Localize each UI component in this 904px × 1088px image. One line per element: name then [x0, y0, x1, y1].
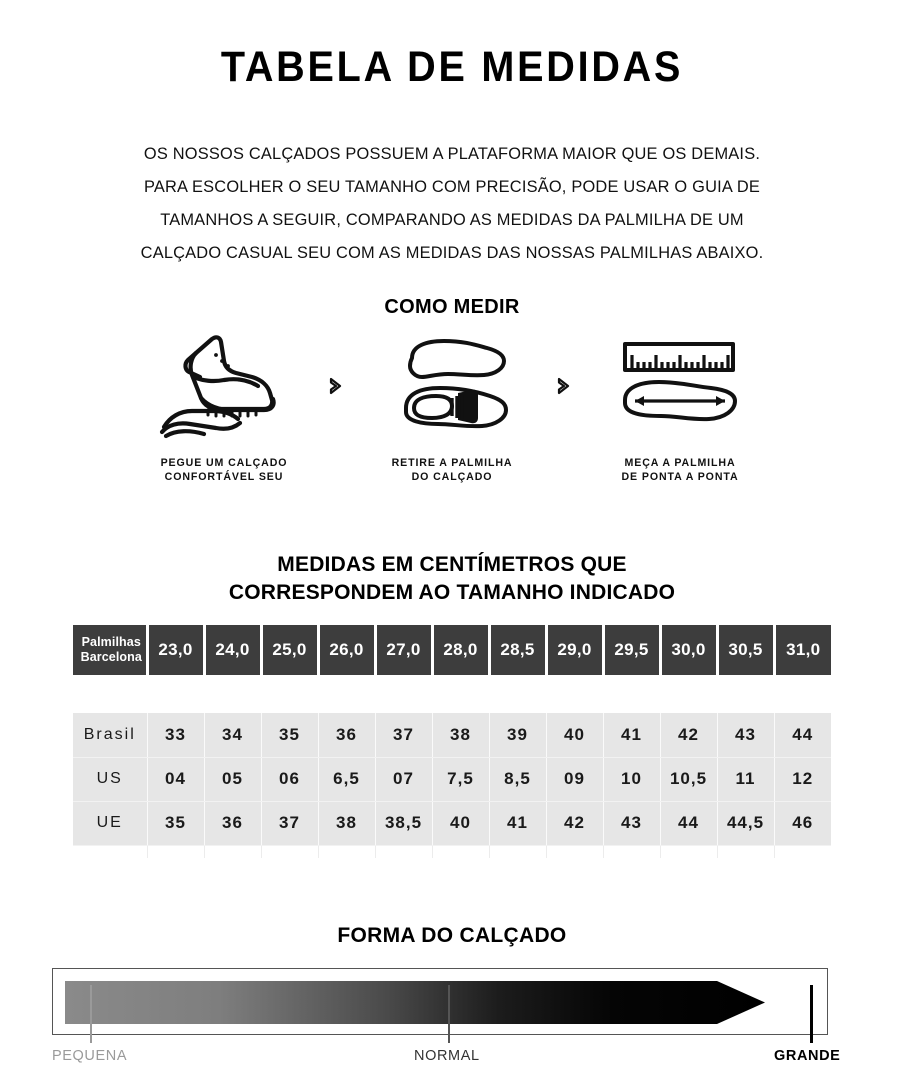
table-cell: 44,5: [717, 801, 774, 845]
measurements-heading-line-1: MEDIDAS EM CENTÍMETROS QUE: [277, 553, 627, 576]
table-tail-cell: [546, 845, 603, 858]
table-cell: 7,5: [432, 757, 489, 801]
header-cell: 26,0: [318, 625, 375, 675]
header-cell: 28,0: [432, 625, 489, 675]
table-tail-cell: [261, 845, 318, 858]
table-cell: 42: [546, 801, 603, 845]
table-header-row: [73, 625, 831, 675]
header-cell: 23,0: [147, 625, 204, 675]
shape-scale-labels: [0, 1048, 904, 1072]
header-cell: 30,0: [660, 625, 717, 675]
header-cell-label: [73, 625, 147, 675]
how-to-measure-steps: [140, 330, 764, 484]
table-cell: 43: [603, 801, 660, 845]
table-tail-cell: [489, 845, 546, 858]
hand-holding-shoe-icon: [158, 330, 290, 442]
row-label-brasil: Brasil: [73, 713, 147, 757]
table-cell: 10,5: [660, 757, 717, 801]
ruler-and-insole-icon: [617, 330, 743, 442]
table-tail-cell: [603, 845, 660, 858]
step-2-caption-line-1: RETIRE A PALMILHA: [391, 457, 513, 469]
step-2-caption-line-2: DO CALÇADO: [411, 471, 493, 483]
step-1-caption-line-1: PEGUE UM CALÇADO: [160, 457, 288, 469]
table-cell: 42: [660, 713, 717, 757]
insole-and-shoe-icon: [392, 330, 512, 442]
table-cell: 44: [660, 801, 717, 845]
header-cell: 30,5: [717, 625, 774, 675]
header-cell: 29,5: [603, 625, 660, 675]
table-cell: 06: [261, 757, 318, 801]
table-tail-cell: [147, 845, 204, 858]
table-cell: 36: [318, 713, 375, 757]
intro-line-1: OS NOSSOS CALÇADOS POSSUEM A PLATAFORMA MAIOR QUE OS DEMAIS.: [143, 145, 761, 163]
table-tail-row: [73, 845, 831, 858]
step-2-caption: [392, 456, 513, 484]
intro-line-4: CALÇADO CASUAL SEU COM AS MEDIDAS DAS NOSSAS PALMILHAS ABAIXO.: [140, 244, 764, 262]
table-tail-cell: [660, 845, 717, 858]
table-cell: 38: [432, 713, 489, 757]
arrow-right-icon-1: [321, 330, 355, 442]
intro-line-3: TAMANHOS A SEGUIR, COMPARANDO AS MEDIDAS DA PALMILHA DE UM: [160, 211, 744, 229]
step-2: [368, 330, 536, 484]
table-cell: 11: [717, 757, 774, 801]
shape-scale-ticks: [0, 985, 904, 1055]
size-table: [73, 625, 831, 858]
table-tail-cell: [73, 845, 147, 858]
table-cell: 46: [774, 801, 831, 845]
table-cell: 09: [546, 757, 603, 801]
table-cell: 38,5: [375, 801, 432, 845]
table-cell: 37: [261, 801, 318, 845]
step-1-caption: [161, 456, 288, 484]
header-cell: 27,0: [375, 625, 432, 675]
table-cell: 8,5: [489, 757, 546, 801]
header-cell: 24,0: [204, 625, 261, 675]
measurements-heading: [0, 551, 904, 607]
intro-line-2: PARA ESCOLHER O SEU TAMANHO COM PRECISÃO, PODE USAR O GUIA DE: [143, 178, 761, 196]
table-cell: 34: [204, 713, 261, 757]
step-3-caption-line-2: DE PONTA A PONTA: [621, 471, 739, 483]
table-cell: 43: [717, 713, 774, 757]
table-spacer-cell: [73, 675, 831, 713]
table-cell: 41: [603, 713, 660, 757]
table-cell: 41: [489, 801, 546, 845]
measurements-heading-line-2: CORRESPONDEM AO TAMANHO INDICADO: [228, 581, 676, 604]
how-to-measure-heading: COMO MEDIR: [384, 296, 520, 318]
header-label-line-1: Palmilhas: [81, 635, 141, 649]
header-cell: 29,0: [546, 625, 603, 675]
table-cell: 33: [147, 713, 204, 757]
table-cell: 40: [432, 801, 489, 845]
table-tail-cell: [432, 845, 489, 858]
table-cell: 35: [261, 713, 318, 757]
table-cell: 37: [375, 713, 432, 757]
table-cell: 07: [375, 757, 432, 801]
table-tail-cell: [375, 845, 432, 858]
tick-grande: [810, 985, 813, 1043]
table-cell: 35: [147, 801, 204, 845]
table-row: [73, 757, 831, 801]
table-cell: 38: [318, 801, 375, 845]
table-cell: 39: [489, 713, 546, 757]
table-cell: 40: [546, 713, 603, 757]
table-spacer-row: [73, 675, 831, 713]
shape-heading: FORMA DO CALÇADO: [337, 924, 567, 947]
table-cell: 6,5: [318, 757, 375, 801]
header-cell: 28,5: [489, 625, 546, 675]
scale-label-pequena: PEQUENA: [52, 1048, 128, 1064]
table-row: [73, 801, 831, 845]
header-cell: 31,0: [774, 625, 831, 675]
table-row: [73, 713, 831, 757]
row-label-us: US: [73, 757, 147, 801]
header-label-line-2: Barcelona: [80, 650, 142, 664]
table-cell: 10: [603, 757, 660, 801]
tick-pequena: [90, 985, 92, 1043]
row-label-ue: UE: [73, 801, 147, 845]
table-cell: 05: [204, 757, 261, 801]
page-title: TABELA DE MEDIDAS: [220, 43, 684, 91]
scale-label-normal: NORMAL: [414, 1048, 480, 1064]
header-cell: 25,0: [261, 625, 318, 675]
step-3-caption: [622, 456, 739, 484]
step-3: [596, 330, 764, 484]
arrow-right-icon-2: [549, 330, 583, 442]
table-tail-cell: [204, 845, 261, 858]
step-3-caption-line-1: MEÇA A PALMILHA: [624, 457, 736, 469]
table-cell: 12: [774, 757, 831, 801]
size-table-wrapper: [73, 625, 831, 858]
table-cell: 36: [204, 801, 261, 845]
table-cell: 04: [147, 757, 204, 801]
table-tail-cell: [318, 845, 375, 858]
table-cell: 44: [774, 713, 831, 757]
table-tail-cell: [717, 845, 774, 858]
intro-paragraph: [82, 138, 822, 270]
step-1-caption-line-2: CONFORTÁVEL SEU: [164, 471, 284, 483]
scale-label-grande: GRANDE: [774, 1048, 841, 1064]
table-tail-cell: [774, 845, 831, 858]
step-1: [140, 330, 308, 484]
tick-normal: [448, 985, 450, 1043]
